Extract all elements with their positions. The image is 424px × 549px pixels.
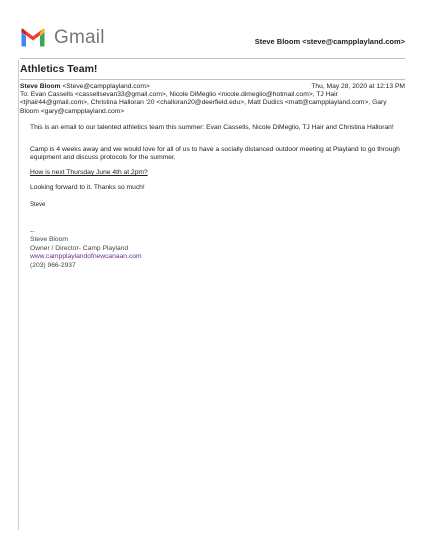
body-signoff: Steve	[30, 202, 46, 208]
signature-block	[30, 228, 142, 270]
gmail-m-icon	[20, 28, 46, 48]
message-date: Thu, May 28, 2020 at 12:13 PM	[311, 83, 405, 90]
recipients: To: Evan Cassells <cassellsevan33@gmail.com>, Nicole DiMeglio <nicole.dimeglio@hotmail.com>, TJ Hair <tjhair44@gmail.com>, Christina Halloran '20 <challoran20@deerfield.edu>, Matt Dudics <matt@campplayland.com>, Gary Bloom <gary@campplayland.com>	[20, 91, 387, 115]
gmail-wordmark: Gmail	[54, 27, 105, 48]
signature-dashes: --	[30, 228, 35, 235]
sender-email: <Steve@campplayland.com>	[62, 83, 150, 90]
signature-name: Steve Bloom	[30, 236, 68, 244]
gmail-logo	[20, 27, 105, 49]
sender	[20, 83, 150, 91]
subject-divider	[20, 79, 405, 80]
body-paragraph-3: How is next Thursday June 4th at 2pm?	[30, 169, 148, 176]
body-paragraph-2: Camp is 4 weeks away and we would love for all of us to have a socially distanced outdoor meeting at Playland to go through equipment and discuss protocols for the summer.	[30, 146, 400, 162]
account-label: Steve Bloom <steve@campplayland.com>	[254, 37, 405, 46]
email-subject: Athletics Team!	[20, 63, 98, 75]
print-header	[20, 27, 405, 55]
sender-row	[20, 83, 405, 91]
body-paragraph-4: Looking forward to it. Thanks so much!	[30, 184, 145, 191]
signature-phone: (203) 966-2937	[30, 261, 76, 269]
header-divider	[20, 58, 405, 59]
body-paragraph-1: This is an email to our talented athletics team this summer: Evan Cassells, Nicole DiMeglio, TJ Hair and Christina Halloran!	[30, 124, 394, 131]
margin-rule	[18, 60, 19, 530]
message-meta	[20, 83, 405, 116]
sender-name: Steve Bloom	[20, 83, 61, 90]
signature-title: Owner / Director- Camp Playland	[30, 244, 129, 252]
signature-website-link[interactable]: www.campplaylandofnewcanaan.com	[30, 253, 142, 261]
